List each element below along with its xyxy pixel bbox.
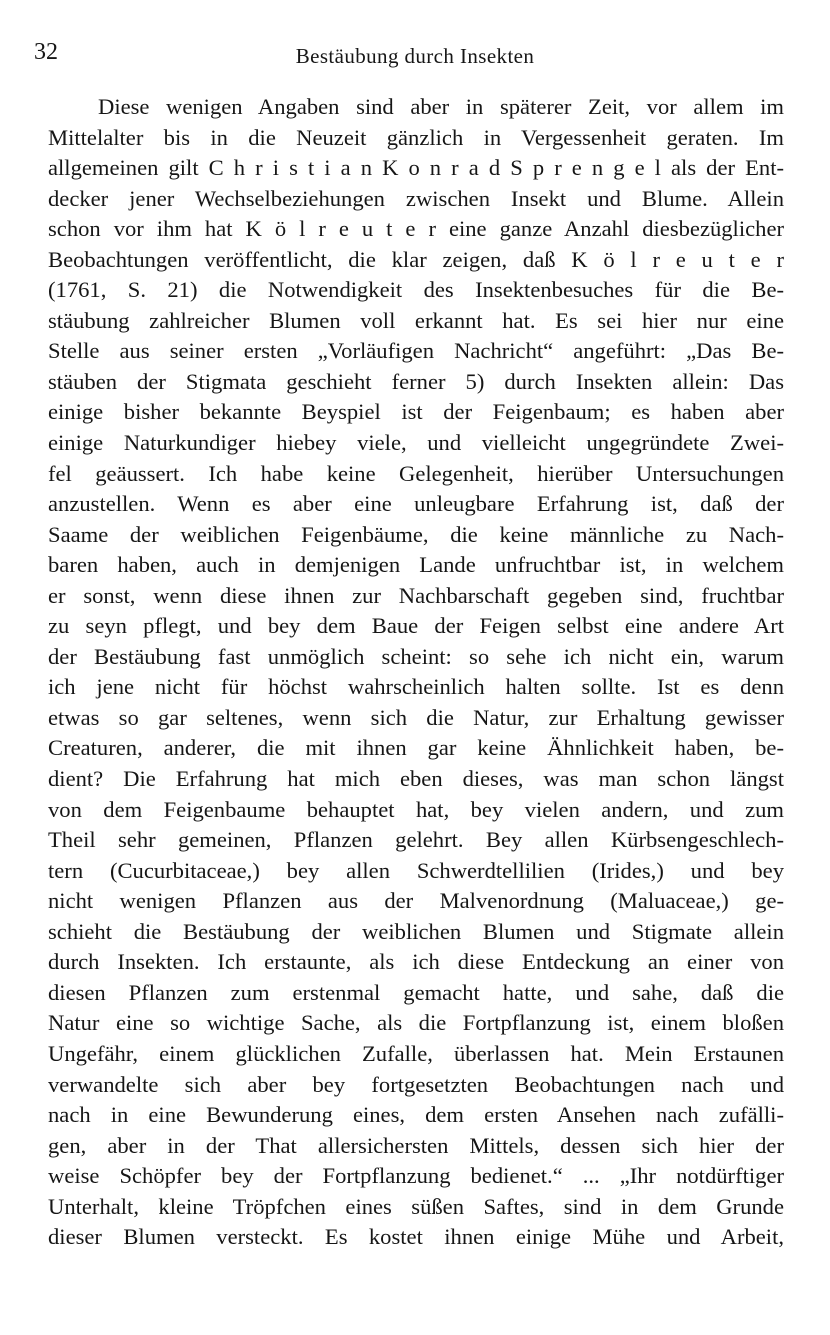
body-paragraph <box>48 92 784 1253</box>
text-line: weise Schöpfer bey der Fortpflanzung bedienet.“ ... „Ihr notdürftiger <box>48 1163 784 1189</box>
text-line: nach in eine Bewunderung eines, dem ersten Ansehen nach zufälli- <box>48 1102 784 1128</box>
text-line: Unterhalt, kleine Tröpfchen eines süßen Saftes, sind in dem Grunde <box>48 1193 784 1219</box>
text-line: von dem Feigenbaume behauptet hat, bey vielen andern, und zum <box>48 796 784 822</box>
text-line: dieser Blumen versteckt. Es kostet ihnen einige Mühe und Arbeit, <box>48 1224 784 1250</box>
text-line: Creaturen, anderer, die mit ihnen gar keine Ähnlichkeit haben, be- <box>48 735 784 761</box>
text-line: er sonst, wenn diese ihnen zur Nachbarschaft gegeben sind, fruchtbar <box>48 582 784 608</box>
text-line: schon vor ihm hat K ö l r e u t e r eine ganze Anzahl diesbezüglicher <box>48 216 784 242</box>
text-line: Diese wenigen Angaben sind aber in späterer Zeit, vor allem im <box>98 94 784 119</box>
text-line: anzustellen. Wenn es aber eine unleugbare Erfahrung ist, daß der <box>48 491 784 517</box>
text-line: stäubung zahlreicher Blumen voll erkannt hat. Es sei hier nur eine <box>48 307 784 333</box>
text-line: zu seyn pflegt, und bey dem Baue der Feigen selbst eine andere Art <box>48 613 784 639</box>
text-line: durch Insekten. Ich erstaunte, als ich diese Entdeckung an einer von <box>48 949 784 975</box>
text-line: Beobachtungen veröffentlicht, die klar zeigen, daß K ö l r e u t e r <box>48 246 784 272</box>
text-line: diesen Pflanzen zum erstenmal gemacht hatte, und sahe, daß die <box>48 979 784 1005</box>
text-line: Ungefähr, einem glücklichen Zufalle, überlassen hat. Mein Erstaunen <box>48 1040 784 1066</box>
text-line: einige bisher bekannte Beyspiel ist der Feigenbaum; es haben aber <box>48 399 784 425</box>
text-line: Saame der weiblichen Feigenbäume, die keine männliche zu Nach- <box>48 521 784 547</box>
text-line: ich jene nicht für höchst wahrscheinlich halten sollte. Ist es denn <box>48 674 784 700</box>
text-line: etwas so gar seltenes, wenn sich die Natur, zur Erhaltung gewisser <box>48 704 784 730</box>
text-line: baren haben, auch in demjenigen Lande unfruchtbar ist, in welchem <box>48 552 784 578</box>
text-line: gen, aber in der That allersichersten Mittels, dessen sich hier der <box>48 1132 784 1158</box>
text-line: Natur eine so wichtige Sache, als die Fortpflanzung ist, einem bloßen <box>48 1010 784 1036</box>
text-line: decker jener Wechselbeziehungen zwischen Insekt und Blume. Allein <box>48 185 784 211</box>
text-line: einige Naturkundiger hiebey viele, und vielleicht ungegründete Zwei- <box>48 430 784 456</box>
text-line: nicht wenigen Pflanzen aus der Malvenordnung (Maluaceae,) ge- <box>48 888 784 914</box>
text-line: Stelle aus seiner ersten „Vorläufigen Nachricht“ angeführt: „Das Be- <box>48 338 784 364</box>
text-line: stäuben der Stigmata geschieht ferner 5) durch Insekten allein: Das <box>48 368 784 394</box>
running-title: Bestäubung durch Insekten <box>295 44 535 68</box>
text-line: schieht die Bestäubung der weiblichen Blumen und Stigmate allein <box>48 918 784 944</box>
text-line: Theil sehr gemeinen, Pflanzen gelehrt. Bey allen Kürbsengeschlech- <box>48 827 784 853</box>
text-line: der Bestäubung fast unmöglich scheint: so sehe ich nicht ein, warum <box>48 643 784 669</box>
text-line: allgemeinen gilt C h r i s t i a n K o n r a d S p r e n g e l als der Ent- <box>48 155 784 181</box>
page-number: 32 <box>34 39 58 65</box>
text-line: tern (Cucurbitaceae,) bey allen Schwerdtellilien (Irides,) und bey <box>48 857 784 883</box>
text-line: verwandelte sich aber bey fortgesetzten Beobachtungen nach und <box>48 1071 784 1097</box>
text-line: Mittelalter bis in die Neuzeit gänzlich in Vergessenheit geraten. Im <box>48 124 784 150</box>
text-line: dient? Die Erfahrung hat mich eben dieses, was man schon längst <box>48 766 784 792</box>
text-line: fel geäussert. Ich habe keine Gelegenheit, hierüber Untersuchungen <box>48 460 784 486</box>
text-line: (1761, S. 21) die Notwendigkeit des Insektenbesuches für die Be- <box>48 277 784 303</box>
